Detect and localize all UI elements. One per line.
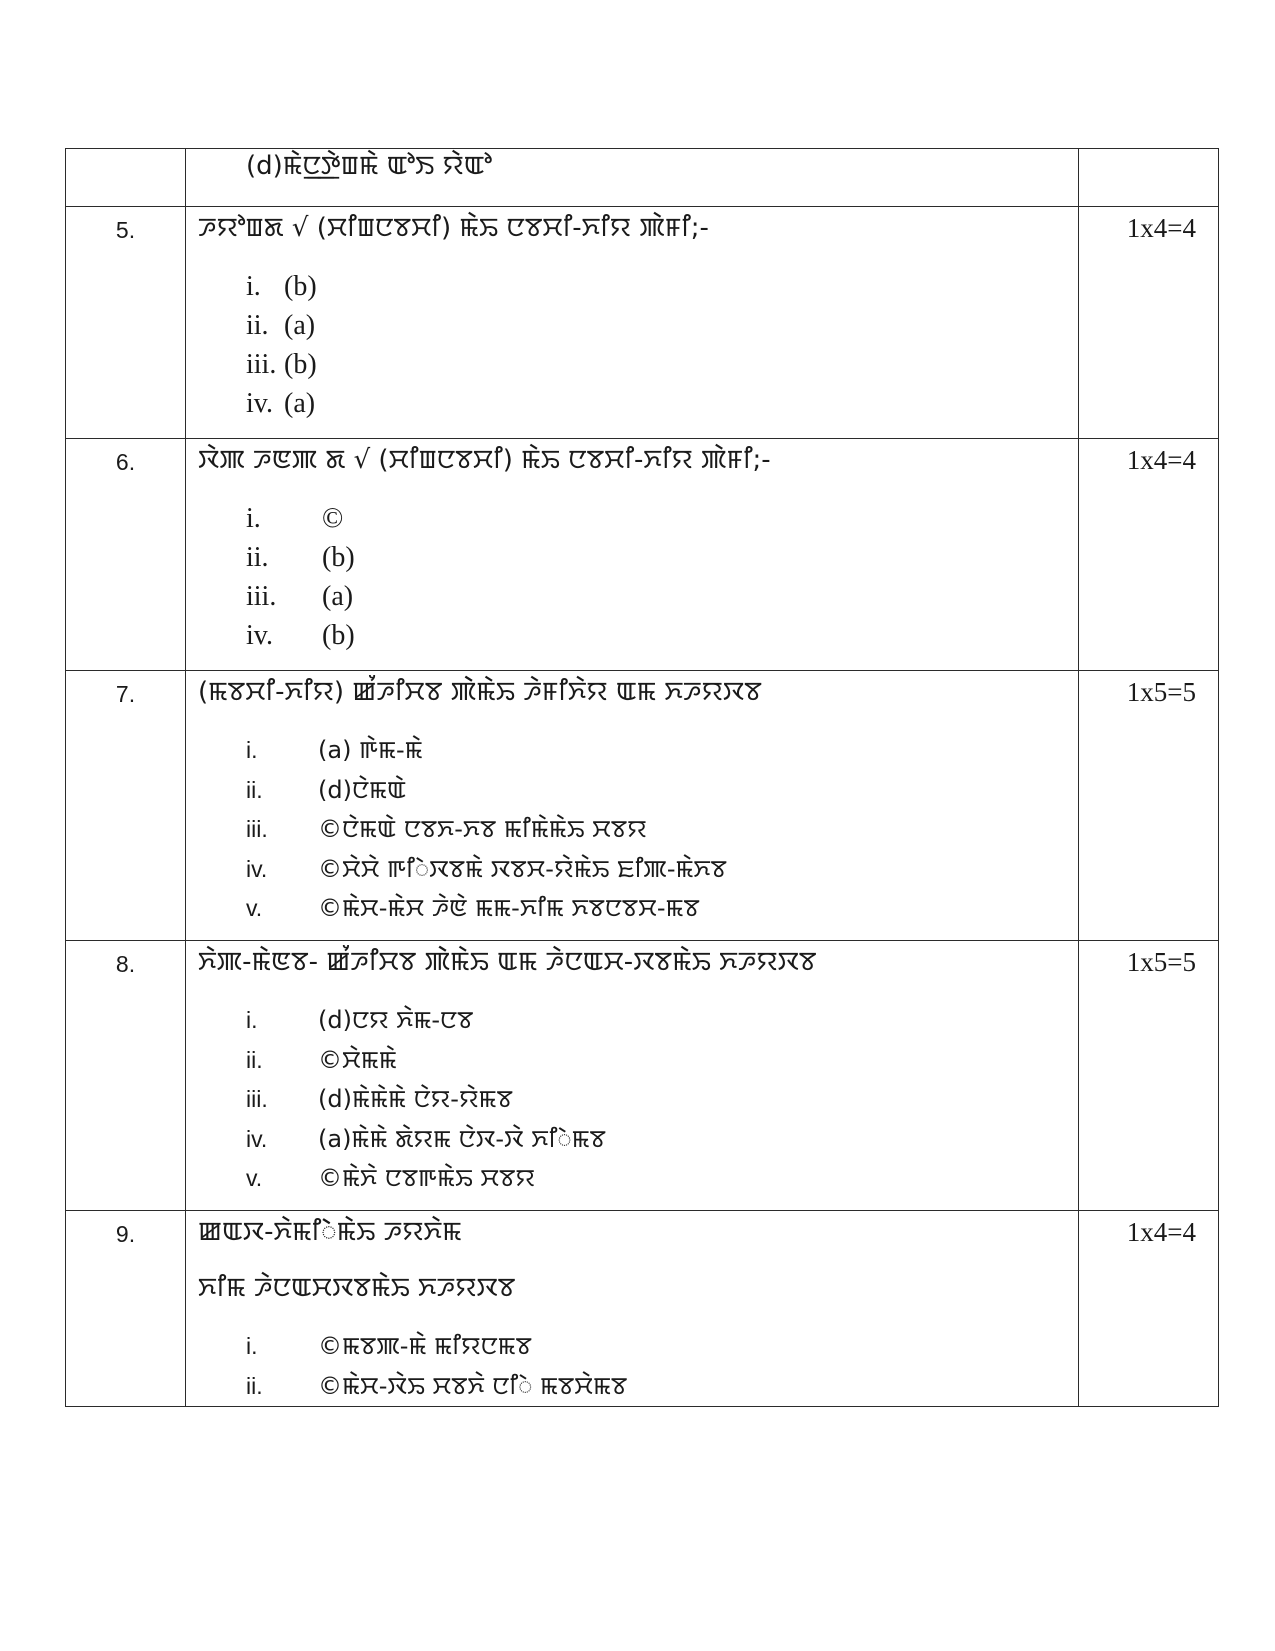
list-item: [198, 499, 1068, 538]
answer-text: ©ꯆꯥꯆꯥ ꯒꯤꯥꯋꯕꯃꯥ ꯋꯕꯆ-ꯌꯥꯃꯥꯢ ꯐꯤꯄ-ꯃꯥꯈꯕ: [318, 854, 727, 883]
list-item: [198, 345, 1068, 384]
roman-numeral: iv.: [246, 620, 273, 651]
answer-text: ©ꯃꯥꯆ-ꯋꯥꯢ ꯆꯕꯈꯥ ꯅꯤꯥ ꯃꯕꯆꯥꯃꯕ: [318, 1371, 628, 1400]
continued-answer: (d)ꯃꯥꯅ꯭ꯇꯥꯡꯃꯥ ꯑꯣꯏ ꯌꯥꯑꯣ: [246, 151, 493, 181]
question-text: ꯋꯥꯄ ꯍꯟꯄ ꯗ √ (ꯆꯤꯡꯅꯕꯆꯤ) ꯃꯥꯢ ꯅꯕꯆꯤ-ꯈꯤꯌ ꯄꯥꯝꯤ;-: [198, 445, 771, 475]
roman-numeral: iii.: [246, 349, 277, 380]
roman-numeral: v.: [246, 1165, 263, 1191]
answer-text: ©ꯃꯥꯆ-ꯃꯥꯆ ꯍꯥꯟꯥ ꯃꯃ-ꯈꯤꯃ ꯈꯕꯅꯕꯆ-ꯃꯕ: [318, 894, 700, 922]
question-number: 7.: [66, 671, 186, 941]
roman-numeral: ii.: [246, 310, 269, 341]
answer-text: (a)ꯃꯥꯃꯥ ꯗꯥꯌꯃ ꯅꯥꯋ-ꯋꯥ ꯈꯤꯥꯃꯕ: [318, 1124, 606, 1153]
answer-text: ©ꯆꯥꯃꯃꯥ: [318, 1045, 397, 1074]
answer-text: ©: [322, 503, 344, 534]
list-item: [198, 1041, 1068, 1081]
answer-text: (b): [284, 349, 317, 380]
table-row: [66, 1211, 1219, 1407]
roman-numeral: ii.: [246, 1046, 263, 1073]
list-item: [198, 306, 1068, 345]
answer-text: (b): [322, 542, 355, 573]
roman-numeral: iv.: [246, 1125, 268, 1152]
table-row: [66, 439, 1219, 671]
list-item: [198, 267, 1068, 306]
answer-text: (d)ꯅꯥꯃꯑꯥ: [318, 775, 407, 804]
question-number: [66, 149, 186, 207]
list-item: [198, 538, 1068, 577]
question-body: [186, 671, 1079, 941]
list-item: [198, 384, 1068, 423]
list-item: [198, 577, 1068, 616]
list-item: [198, 889, 1068, 929]
roman-numeral: i.: [246, 1333, 258, 1359]
answer-list: [198, 267, 1068, 423]
marks-cell: 1x5=5: [1079, 671, 1219, 941]
answer-text: (b): [322, 620, 355, 651]
list-item: [198, 850, 1068, 890]
marks-cell: 1x5=5: [1079, 941, 1219, 1211]
question-number: 5.: [66, 207, 186, 439]
roman-numeral: i.: [246, 503, 261, 534]
marks-cell: 1x4=4: [1079, 1211, 1219, 1407]
answer-list: [198, 731, 1068, 929]
answer-text: (a): [284, 310, 316, 341]
answer-text: (a): [322, 581, 354, 612]
question-subtext: ꯈꯤꯃ ꯍꯥꯅꯑꯆꯋꯕꯃꯥꯢ ꯈꯍꯌꯋꯕ: [198, 1273, 516, 1303]
question-body: [186, 149, 1079, 207]
roman-numeral: i.: [246, 1007, 258, 1033]
question-body: [186, 941, 1079, 1211]
answer-list: [198, 1001, 1068, 1199]
list-item: [198, 1367, 1068, 1407]
roman-numeral: iv.: [246, 388, 273, 419]
table-row: [66, 149, 1219, 207]
marks-cell: 1x4=4: [1079, 439, 1219, 671]
question-text: ꯍꯌꯣꯡꯗ √ (ꯆꯤꯡꯅꯕꯆꯤ) ꯃꯥꯢ ꯅꯕꯆꯤ-ꯈꯤꯌ ꯄꯥꯝꯤ;-: [198, 213, 709, 243]
question-number: 9.: [66, 1211, 186, 1407]
answer-key-table: [65, 148, 1219, 1407]
answer-text: (b): [284, 271, 317, 302]
list-item: [198, 731, 1068, 771]
question-body: [186, 439, 1079, 671]
answer-text: ©ꯃꯕꯄ-ꯃꯥ ꯃꯤꯌꯅꯃꯕ: [318, 1332, 532, 1360]
roman-numeral: ii.: [246, 542, 269, 573]
list-item: [198, 1001, 1068, 1041]
roman-numeral: i.: [246, 737, 258, 763]
table-row: [66, 207, 1219, 439]
question-body: [186, 1211, 1079, 1407]
question-text: ꯈꯥꯄ-ꯃꯥꯟꯕ- ꯀꯪꯍꯤꯆꯕ ꯄꯥꯥꯃꯥꯢ ꯑꯃ ꯍꯥꯅꯑꯆ-ꯋꯕꯃꯥꯢ ꯈꯍꯌꯋꯕ: [198, 947, 817, 977]
question-number: 8.: [66, 941, 186, 1211]
answer-list: [198, 499, 1068, 655]
list-item: [198, 1120, 1068, 1160]
roman-numeral: iii.: [246, 1086, 268, 1112]
roman-numeral: iii.: [246, 816, 268, 842]
roman-numeral: v.: [246, 895, 263, 921]
list-item: [198, 616, 1068, 655]
list-item: [198, 771, 1068, 811]
answer-text: ©ꯅꯥꯃꯑꯥ ꯅꯕꯈ-ꯈꯕ ꯃꯤꯃꯥꯃꯥꯢ ꯆꯕꯌ: [318, 815, 647, 843]
table-row: [66, 941, 1219, 1211]
roman-numeral: ii.: [246, 1372, 263, 1399]
list-item: [198, 1080, 1068, 1120]
marks-cell: 1x4=4: [1079, 207, 1219, 439]
list-item: [198, 1159, 1068, 1199]
question-body: [186, 207, 1079, 439]
marks-cell: [1079, 149, 1219, 207]
list-item: [198, 810, 1068, 850]
answer-text: ©ꯃꯥꯈꯥ ꯅꯕꯒꯃꯥꯢ ꯆꯕꯌ: [318, 1164, 535, 1192]
answer-text: (a): [284, 388, 316, 419]
answer-text: (d)ꯃꯥꯃꯥꯃꯥ ꯅꯥꯌ-ꯌꯥꯃꯕ: [318, 1085, 513, 1113]
answer-list: [198, 1327, 1068, 1406]
question-number: 6.: [66, 439, 186, 671]
question-text: (ꯃꯕꯆꯤ-ꯈꯤꯌ) ꯀꯪꯍꯤꯆꯕ ꯄꯥꯥꯃꯥꯢ ꯍꯥꯝꯤꯈꯥꯌ ꯑꯃ ꯈꯍꯌꯋꯕ: [198, 677, 762, 707]
roman-numeral: iii.: [246, 581, 277, 612]
answer-text: (a) ꯒꯥꯃ-ꯃꯥ: [318, 736, 423, 764]
answer-text: (d)ꯅꯌ ꯈꯥꯃ-ꯅꯕ: [318, 1006, 474, 1034]
question-text: ꯀꯑꯋ-ꯈꯥꯃꯤꯥꯥꯃꯥꯢ ꯍꯌꯈꯥꯃ: [198, 1217, 462, 1247]
roman-numeral: ii.: [246, 776, 263, 803]
list-item: [198, 1327, 1068, 1367]
roman-numeral: iv.: [246, 855, 268, 882]
table-row: [66, 671, 1219, 941]
roman-numeral: i.: [246, 271, 261, 302]
